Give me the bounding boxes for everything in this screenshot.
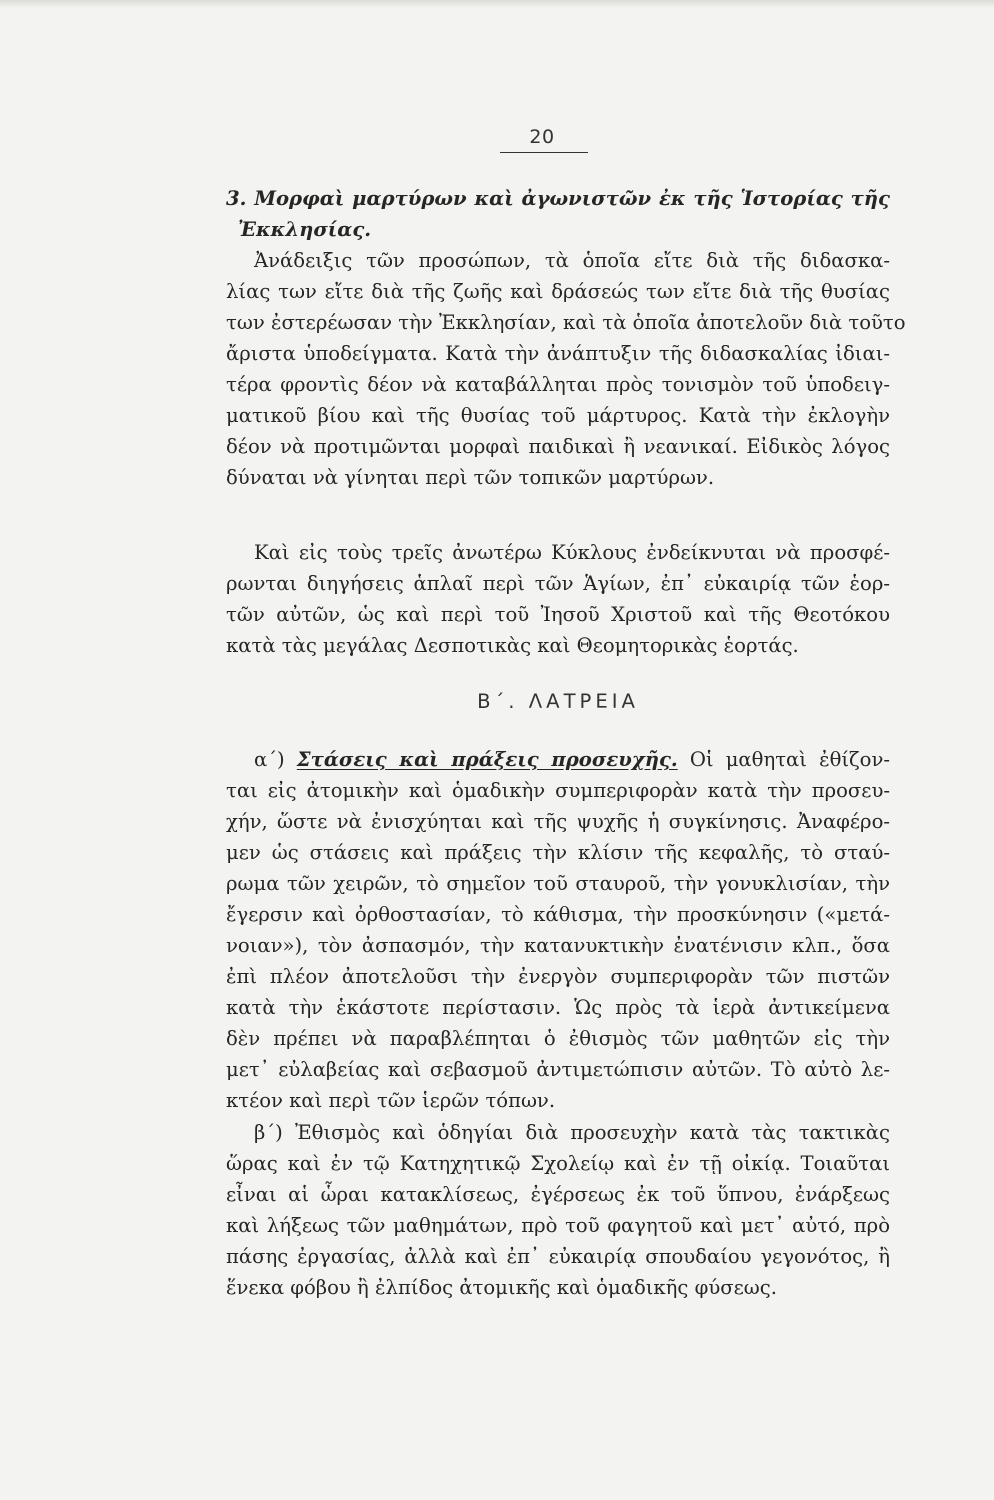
- section-3-line: ματικοῦ βίου καὶ τῆς θυσίας τοῦ μάρτυρος. Κατὰ τὴν ἐκλογὴν: [226, 404, 890, 427]
- section-heading: Β΄. ΛΑΤΡΕΙΑ: [477, 690, 639, 713]
- subsection-b-line: εἶναι αἱ ὧραι κατακλίσεως, ἐγέρσεως ἐκ τοῦ ὕπνου, ἐνάρξεως: [226, 1183, 890, 1206]
- paragraph-line: ρωνται διηγήσεις ἁπλαῖ περὶ τῶν Ἁγίων, ἐπ᾽ εὐκαιρίᾳ τῶν ἑορ-: [226, 572, 890, 595]
- subsection-a-first-rest: Οἱ μαθηταὶ ἐθίζον-: [677, 748, 891, 771]
- subsection-a-line: δὲν πρέπει νὰ παραβλέπηται ὁ ἐθισμὸς τῶν μαθητῶν εἰς τὴν: [226, 1027, 890, 1050]
- subsection-a-label: α΄): [254, 748, 297, 771]
- subsection-b-line: καὶ λήξεως τῶν μαθημάτων, πρὸ τοῦ φαγητοῦ καὶ μετ᾽ αὐτό, πρὸ: [226, 1214, 890, 1237]
- subsection-a-line: μετ᾽ εὐλαβείας καὶ σεβασμοῦ ἀντιμετώπισιν αὐτῶν. Τὸ αὐτὸ λε-: [226, 1058, 890, 1081]
- subsection-b-line: β΄) Ἐθισμὸς καὶ ὁδηγίαι διὰ προσευχὴν κατὰ τὰς τακτικὰς: [254, 1121, 890, 1144]
- paragraph-cycles: [226, 537, 890, 661]
- subsection-b: [226, 1117, 890, 1303]
- subsection-b-line: ἕνεκα φόβου ἢ ἐλπίδος ἀτομικῆς καὶ ὁμαδικῆς φύσεως.: [226, 1276, 777, 1299]
- paragraph-line: κατὰ τὰς μεγάλας Δεσποτικὰς καὶ Θεομητορικὰς ἑορτάς.: [226, 634, 799, 657]
- scan-edge: [0, 0, 994, 8]
- section-3-line: δύναται νὰ γίνηται περὶ τῶν τοπικῶν μαρτύρων.: [226, 466, 715, 489]
- section-3-title-line-1: 3. Μορφαὶ μαρτύρων καὶ ἀγωνιστῶν ἐκ τῆς Ἱστορίας τῆς: [226, 187, 890, 210]
- section-3-line: λίας των εἴτε διὰ τῆς ζωῆς καὶ δράσεώς των εἴτε διὰ τῆς θυσίας: [226, 280, 890, 303]
- subsection-b-line: πάσης ἐργασίας, ἀλλὰ καὶ ἐπ᾽ εὐκαιρίᾳ σπουδαίου γεγονότος, ἢ: [226, 1245, 890, 1268]
- section-3-line: των ἐστερέωσαν τὴν Ἐκκλησίαν, καὶ τὰ ὁποῖα ἀποτελοῦν διὰ τοῦτο: [226, 311, 906, 334]
- section-3-title-line-2: Ἐκκλησίας.: [238, 218, 372, 241]
- subsection-a-line: ἔγερσιν καὶ ὀρθοστασίαν, τὸ κάθισμα, τὴν προσκύνησιν («μετά-: [226, 903, 890, 926]
- subsection-a-first-line: [226, 744, 890, 775]
- paragraph-line: τῶν αὐτῶν, ὡς καὶ περὶ τοῦ Ἰησοῦ Χριστοῦ καὶ τῆς Θεοτόκου: [226, 603, 890, 626]
- page-number-rule: [500, 152, 588, 153]
- subsection-a: [226, 744, 890, 1116]
- section-3-line: τέρα φροντὶς δέον νὰ καταβάλληται πρὸς τονισμὸν τοῦ ὑποδειγ-: [226, 373, 890, 396]
- section-3-line: ἄριστα ὑποδείγματα. Κατὰ τὴν ἀνάπτυξιν τῆς διδασκαλίας ἰδιαι-: [226, 342, 890, 365]
- subsection-a-line: ρωμα τῶν χειρῶν, τὸ σημεῖον τοῦ σταυροῦ, τὴν γονυκλισίαν, τὴν: [226, 872, 890, 895]
- subsection-a-line: μεν ὡς στάσεις καὶ πράξεις τὴν κλίσιν τῆς κεφαλῆς, τὸ σταύ-: [226, 841, 890, 864]
- subsection-a-title: Στάσεις καὶ πράξεις προσευχῆς.: [296, 748, 678, 771]
- subsection-b-line: ὥρας καὶ ἐν τῷ Κατηχητικῷ Σχολείῳ καὶ ἐν τῇ οἰκίᾳ. Τοιαῦται: [226, 1152, 890, 1175]
- subsection-a-line: κατὰ τὴν ἑκάστοτε περίστασιν. Ὡς πρὸς τὰ ἱερὰ ἀντικείμενα: [226, 996, 890, 1019]
- section-3-line: Ἀνάδειξις τῶν προσώπων, τὰ ὁποῖα εἴτε διὰ τῆς διδασκα-: [254, 249, 890, 272]
- subsection-a-line: χήν, ὥστε νὰ ἐνισχύηται καὶ τῆς ψυχῆς ἡ συγκίνησις. Ἀναφέρο-: [226, 810, 890, 833]
- subsection-a-line: ται εἰς ἀτομικὴν καὶ ὁμαδικὴν συμπεριφορὰν κατὰ τὴν προσευ-: [226, 779, 890, 802]
- section-3-line: δέον νὰ προτιμῶνται μορφαὶ παιδικαὶ ἢ νεανικαί. Εἰδικὸς λόγος: [226, 435, 890, 458]
- page-number: 20: [529, 126, 555, 148]
- section-b: [226, 686, 890, 717]
- subsection-a-line: νοιαν»), τὸν ἀσπασμόν, τὴν κατανυκτικὴν ἐνατένισιν κλπ., ὅσα: [226, 934, 890, 957]
- section-3: [226, 183, 906, 493]
- paragraph-line: Καὶ εἰς τοὺς τρεῖς ἀνωτέρω Κύκλους ἐνδείκνυται νὰ προσφέ-: [254, 541, 890, 564]
- subsection-a-line: κτέον καὶ περὶ τῶν ἱερῶν τόπων.: [226, 1089, 556, 1112]
- subsection-a-line: ἐπὶ πλέον ἀποτελοῦσι τὴν ἐνεργὸν συμπεριφορὰν τῶν πιστῶν: [226, 965, 890, 988]
